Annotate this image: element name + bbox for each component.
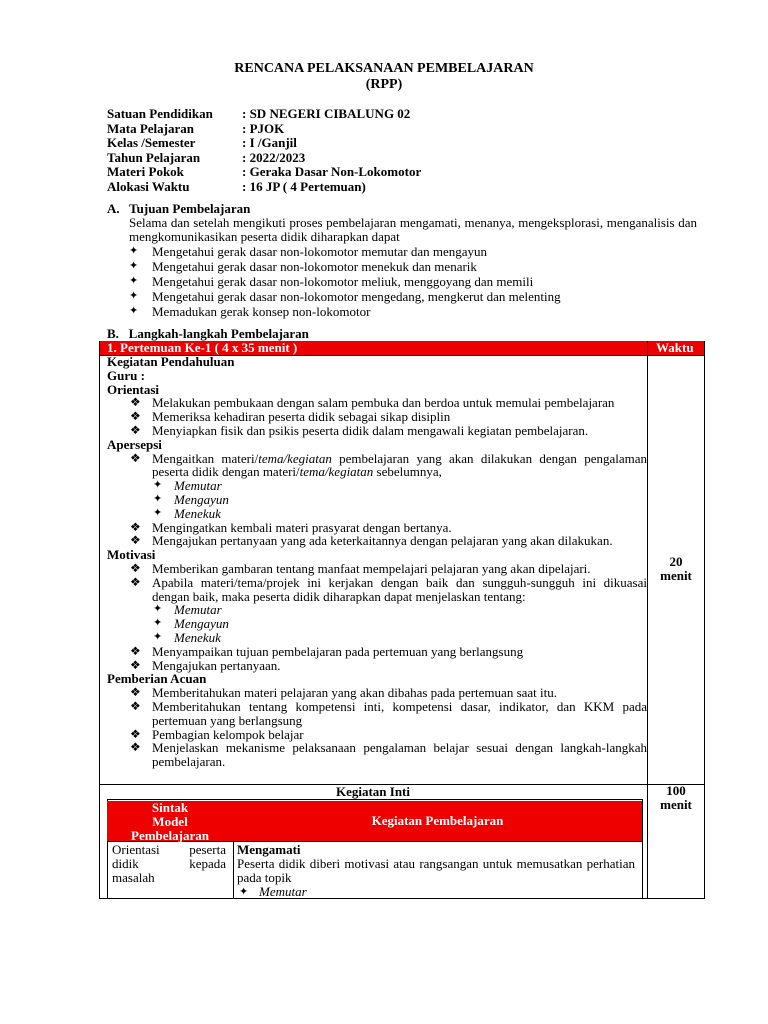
table-col-divider — [647, 341, 648, 899]
item-text: Menyiapkan fisik dan psikis peserta didik dalam mengawali kegiatan pembelajaran. — [152, 422, 589, 438]
motivasi-title: Motivasi — [107, 547, 156, 563]
sub-text: Memutar — [259, 884, 307, 899]
item-text: Pembagian kelompok belajar — [152, 726, 304, 742]
arrow-bullet-icon: ✦ — [129, 275, 139, 287]
table-border-right — [704, 341, 705, 899]
identity-label: Materi Pokok — [107, 164, 184, 179]
identity-row — [107, 136, 421, 151]
goal-item — [129, 304, 561, 319]
diamond-bullet-icon: ❖ — [130, 726, 141, 741]
arrow-bullet-icon: ✦ — [153, 603, 163, 616]
identity-row — [107, 107, 421, 122]
inner-table-right — [642, 799, 643, 899]
goal-text: Mengetahui gerak dasar non-lokomotor menekuk dan menarik — [152, 259, 477, 274]
identity-value: : 2022/2023 — [242, 149, 306, 165]
arrow-bullet-icon: ✦ — [129, 290, 139, 302]
goal-text: Mengetahui gerak dasar non-lokomotor memutar dan mengayun — [152, 244, 488, 259]
inner-table-divider — [233, 841, 234, 899]
list-item — [107, 521, 647, 535]
sub-text: Memutar — [174, 602, 222, 618]
sub-text: Menekuk — [174, 505, 221, 521]
goal-text: Mengetahui gerak dasar non-lokomotor mengedang, mengkerut dan melenting — [152, 289, 561, 304]
section-a-intro: Selama dan setelah mengikuti proses pembelajaran mengamati, menanya, mengeksplorasi, menganalisis dan mengkomunikasikan peserta didik diharapkan dapat — [129, 215, 697, 244]
mengamati-text: Peserta didik diberi motivasi atau rangsangan untuk memusatkan perhatian pada topik — [237, 856, 635, 885]
item-text: Menjelaskan mekanisme pelaksanaan pengalaman belajar sesuai dengan langkah-langkah pembelajaran. — [152, 740, 647, 770]
list-item — [107, 700, 647, 728]
goal-item — [129, 289, 561, 304]
sintak-header-line: Pembelajaran — [131, 828, 209, 843]
identity-label: Satuan Pendidikan — [107, 106, 213, 121]
item-text: Memberitahukan tentang kompetensi inti, kompetensi dasar, indikator, dan KKM pada pertemuan yang berlangsung — [152, 698, 647, 728]
identity-row — [107, 122, 421, 137]
sub-item — [107, 479, 647, 493]
sintak-header-line: Model — [152, 814, 188, 829]
item-italic: tema/kegiatan — [299, 464, 374, 480]
item-text: Memberikan gambaran tentang manfaat mempelajari pelajaran yang akan dipelajari. — [152, 560, 591, 576]
goal-item — [129, 259, 561, 274]
arrow-bullet-icon: ✦ — [153, 492, 163, 505]
diamond-bullet-icon: ❖ — [130, 643, 141, 658]
list-item — [107, 576, 647, 604]
list-item — [107, 534, 647, 548]
goal-item — [129, 244, 561, 259]
time-unit: menit — [660, 797, 692, 812]
apersepsi-title: Apersepsi — [107, 436, 162, 452]
identity-row — [107, 180, 421, 195]
diamond-bullet-icon: ❖ — [130, 450, 141, 465]
identity-label: Kelas /Semester — [107, 135, 196, 150]
item-text: Apabila materi/tema/projek ini kerjakan dengan baik dan sungguh-sungguh ini dikuasai dengan baik, maka peserta didik diharapkan dapat menjelaskan tentang: — [152, 574, 647, 604]
goal-text: Memadukan gerak konsep non-lokomotor — [152, 304, 371, 319]
sub-text: Memutar — [174, 478, 222, 494]
list-item — [107, 659, 647, 673]
item-text: Mengajukan pertanyaan. — [152, 657, 281, 673]
identity-value: : Geraka Dasar Non-Lokomotor — [242, 164, 422, 179]
identity-label: Alokasi Waktu — [107, 178, 190, 194]
list-item — [107, 410, 647, 424]
diamond-bullet-icon: ❖ — [130, 574, 141, 589]
item-text: sebelumnya, — [373, 464, 442, 480]
pendahuluan-title: Kegiatan Pendahuluan — [107, 354, 235, 369]
time-unit: menit — [660, 568, 692, 583]
guru-label: Guru : — [107, 367, 145, 383]
identity-row — [107, 151, 421, 166]
item-text: Mengajukan pertanyaan yang ada keterkaitannya dengan pelajaran yang akan dilakukan. — [152, 533, 613, 549]
list-item — [107, 424, 647, 438]
arrow-bullet-icon: ✦ — [153, 630, 163, 643]
identity-value: : PJOK — [242, 120, 285, 136]
section-b-heading: B. Langkah-langkah Pembelajaran — [107, 326, 309, 341]
arrow-bullet-icon: ✦ — [239, 886, 249, 898]
orientasi-title: Orientasi — [107, 381, 159, 397]
diamond-bullet-icon: ❖ — [130, 657, 141, 672]
diamond-bullet-icon: ❖ — [130, 560, 141, 575]
list-item — [107, 686, 647, 700]
goal-text: Mengetahui gerak dasar non-lokomotor meliuk, menggoyang dan memili — [152, 274, 534, 289]
list-item — [107, 645, 647, 659]
item-text: Mengingatkan kembali materi prasyarat dengan bertanya. — [152, 519, 452, 535]
doc-title: RENCANA PELAKSANAAN PEMBELAJARAN — [234, 61, 534, 76]
identity-value: : I /Ganjil — [242, 135, 297, 150]
goals-list — [129, 244, 561, 319]
arrow-bullet-icon: ✦ — [153, 617, 163, 630]
kegiatan-cell — [237, 843, 635, 899]
item-text: pembelajaran yang akan dilakukan dengan pengalaman peserta didik dengan materi/ — [152, 450, 647, 480]
sub-item — [107, 493, 647, 507]
diamond-bullet-icon: ❖ — [130, 698, 141, 713]
identity-label: Tahun Pelajaran — [107, 149, 201, 165]
time-pendahuluan — [647, 555, 705, 583]
sub-text: Mengayun — [174, 616, 229, 632]
sintak-word: peserta — [189, 842, 226, 857]
diamond-bullet-icon: ❖ — [130, 395, 141, 410]
sub-item — [107, 507, 647, 521]
sintak-header — [107, 801, 233, 841]
list-item — [107, 396, 647, 410]
meeting-header: 1. Pertemuan Ke-1 ( 4 x 35 menit ) — [107, 340, 298, 355]
identity-value: : 16 JP ( 4 Pertemuan) — [242, 178, 366, 194]
sub-item — [107, 603, 647, 617]
identity-block — [107, 107, 421, 194]
list-item — [107, 741, 647, 769]
sintak-word: kepada — [189, 856, 226, 871]
diamond-bullet-icon: ❖ — [130, 533, 141, 548]
arrow-bullet-icon: ✦ — [153, 506, 163, 519]
list-item — [107, 562, 647, 576]
goal-item — [129, 274, 561, 289]
arrow-bullet-icon: ✦ — [153, 479, 163, 492]
section-a-heading: A. Tujuan Pembelajaran — [107, 201, 251, 216]
diamond-bullet-icon: ❖ — [130, 519, 141, 534]
time-value: 20 — [669, 554, 683, 569]
sintak-line — [112, 843, 226, 857]
identity-value: : SD NEGERI CIBALUNG 02 — [242, 106, 411, 121]
inti-title: Kegiatan Inti — [335, 784, 411, 799]
lesson-table — [99, 341, 705, 899]
time-inti — [647, 784, 705, 812]
mengamati-title: Mengamati — [237, 842, 301, 857]
sub-text: Menekuk — [174, 629, 221, 645]
sub-item — [237, 885, 635, 899]
meeting-header-bar — [99, 341, 705, 355]
sintak-line — [112, 857, 226, 871]
time-header: Waktu — [656, 340, 694, 355]
sub-item — [107, 631, 647, 645]
diamond-bullet-icon: ❖ — [130, 422, 141, 437]
item-text: Melakukan pembukaan dengan salam pembuka dan berdoa untuk memulai pembelajaran — [152, 395, 615, 411]
table-border-left — [99, 341, 100, 899]
diamond-bullet-icon: ❖ — [130, 740, 141, 755]
kegiatan-header: Kegiatan Pembelajaran — [233, 801, 642, 841]
pendahuluan-content — [107, 355, 647, 769]
diamond-bullet-icon: ❖ — [130, 409, 141, 424]
sub-text: Mengayun — [174, 491, 229, 507]
arrow-bullet-icon: ✦ — [129, 305, 139, 317]
item-italic: tema/kegiatan — [258, 450, 332, 466]
acuan-title: Pemberian Acuan — [107, 671, 207, 687]
sintak-word: masalah — [112, 870, 155, 885]
list-item — [107, 452, 647, 480]
item-text: Memeriksa kehadiran peserta didik sebagai sikap disiplin — [152, 409, 451, 425]
item-text: Mengaitkan materi/ — [152, 450, 259, 466]
identity-row — [107, 165, 421, 180]
diamond-bullet-icon: ❖ — [130, 685, 141, 700]
sub-item — [107, 617, 647, 631]
item-text: Menyampaikan tujuan pembelajaran pada pertemuan yang berlangsung — [152, 643, 524, 659]
sintak-word: didik — [112, 856, 139, 871]
identity-label: Mata Pelajaran — [107, 120, 195, 136]
list-item — [107, 728, 647, 742]
arrow-bullet-icon: ✦ — [129, 245, 139, 257]
item-text: Memberitahukan materi pelajaran yang akan dibahas pada pertemuan saat itu. — [152, 685, 557, 701]
doc-subtitle: (RPP) — [365, 77, 403, 92]
sintak-cell — [112, 843, 226, 885]
time-value: 100 — [666, 783, 686, 798]
arrow-bullet-icon: ✦ — [129, 260, 139, 272]
sintak-word: Orientasi — [112, 842, 160, 857]
sintak-header-line: Sintak — [151, 800, 189, 815]
